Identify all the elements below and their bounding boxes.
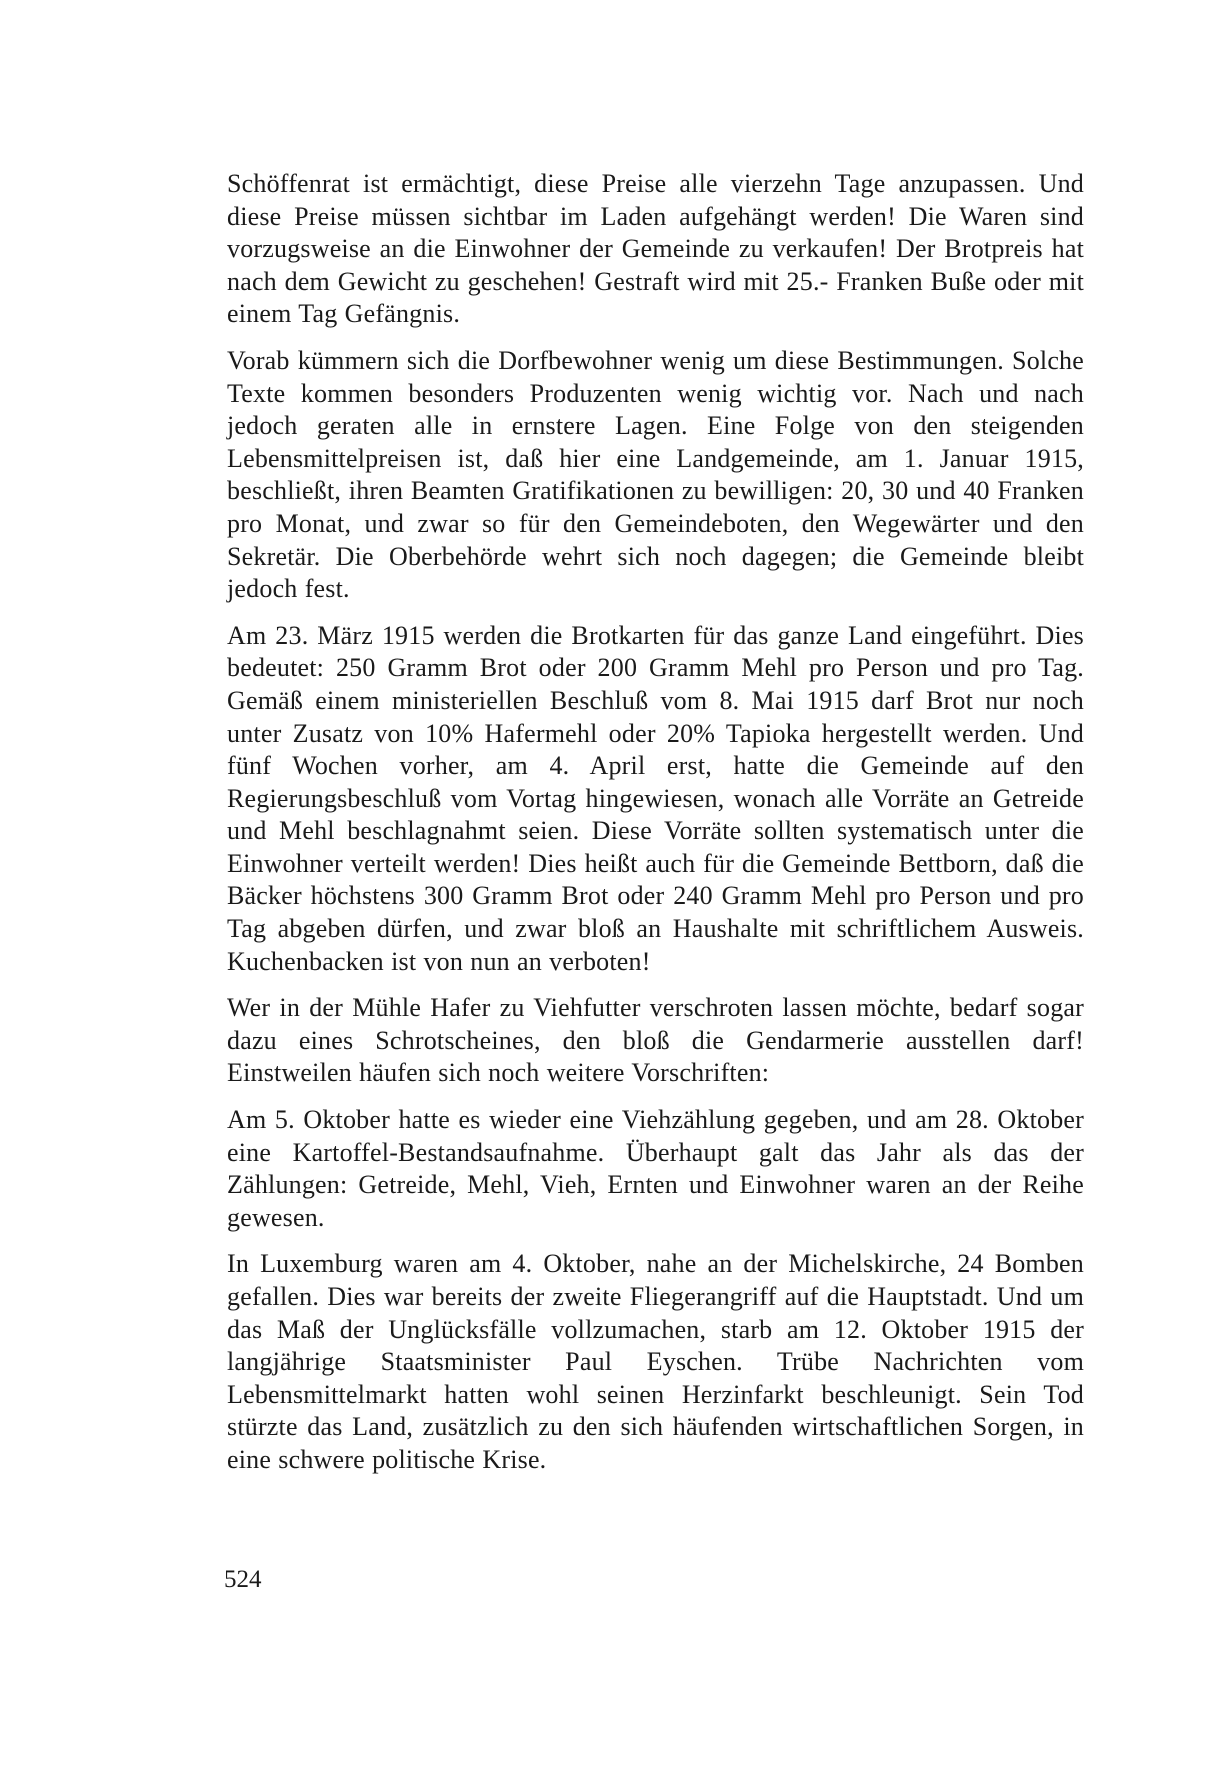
paragraph-4: Wer in der Mühle Hafer zu Viehfutter verschroten lassen möchte, bedarf sogar dazu eines Schrotscheines, den bloß die Gendarmerie ausstellen darf! Einstweilen häufen sich noch weitere Vorschriften: (227, 993, 1084, 1088)
paragraph-5: Am 5. Oktober hatte es wieder eine Viehzählung gegeben, und am 28. Oktober eine Kartoffel-Bestandsaufnahme. Überhaupt galt das Jahr als das der Zählungen: Getreide, Mehl, Vieh, Ernten und Einwohner waren an der Reihe gewesen. (227, 1105, 1084, 1232)
paragraph-3: Am 23. März 1915 werden die Brotkarten für das ganze Land eingeführt. Dies bedeutet: 250 Gramm Brot oder 200 Gramm Mehl pro Person und pro Tag. Gemäß einem ministeriellen Beschluß vom 8. Mai 1915 darf Brot nur noch unter Zusatz von 10% Hafermehl oder 20% Tapioka hergestellt werden. Und fünf Wochen vorher, am 4. April erst, hatte die Gemeinde auf den Regierungsbeschluß vom Vortag hingewiesen, wonach alle Vorräte an Getreide und Mehl beschlagnahmt seien. Diese Vorräte sollten systematisch unter die Einwohner verteilt werden! Dies heißt auch für die Gemeinde Bettborn, daß die Bäcker höchstens 300 Gramm Brot oder 240 Gramm Mehl pro Person und pro Tag abgeben dürfen, und zwar bloß an Haushalte mit schriftlichem Ausweis. Kuchenbacken ist von nun an verboten! (227, 620, 1084, 976)
paragraph-1: Schöffenrat ist ermächtigt, diese Preise alle vierzehn Tage anzupassen. Und diese Preise müssen sichtbar im Laden aufgehängt werden! Die Waren sind vorzugsweise an die Einwohner der Gemeinde zu verkaufen! Der Brotpreis hat nach dem Gewicht zu geschehen! Gestraft wird mit 25.- Franken Buße oder mit einem Tag Gefängnis. (227, 169, 1084, 329)
page-number: 524 (224, 1566, 262, 1593)
paragraph-2: Vorab kümmern sich die Dorfbewohner wenig um diese Bestimmungen. Solche Texte kommen besonders Produzenten wenig wichtig vor. Nach und nach jedoch geraten alle in ernstere Lagen. Eine Folge von den steigenden Lebensmittelpreisen ist, daß hier eine Landgemeinde, am 1. Januar 1915, beschließt, ihren Beamten Gratifikationen zu bewilligen: 20, 30 und 40 Franken pro Monat, und zwar so für den Gemeindeboten, den Wegewärter und den Sekretär. Die Oberbehörde wehrt sich noch dagegen; die Gemeinde bleibt jedoch fest. (227, 345, 1084, 604)
body-text (227, 168, 1084, 1477)
paragraph-6: In Luxemburg waren am 4. Oktober, nahe an der Michelskirche, 24 Bomben gefallen. Dies war bereits der zweite Fliegerangriff auf die Hauptstadt. Und um das Maß der Unglücksfälle vollzumachen, starb am 12. Oktober 1915 der langjährige Staatsminister Paul Eyschen. Trübe Nachrichten vom Lebensmittelmarkt hatten wohl seinen Herzinfarkt beschleunigt. Sein Tod stürzte das Land, zusätzlich zu den sich häufenden wirtschaftlichen Sorgen, in eine schwere politische Krise. (227, 1249, 1084, 1474)
